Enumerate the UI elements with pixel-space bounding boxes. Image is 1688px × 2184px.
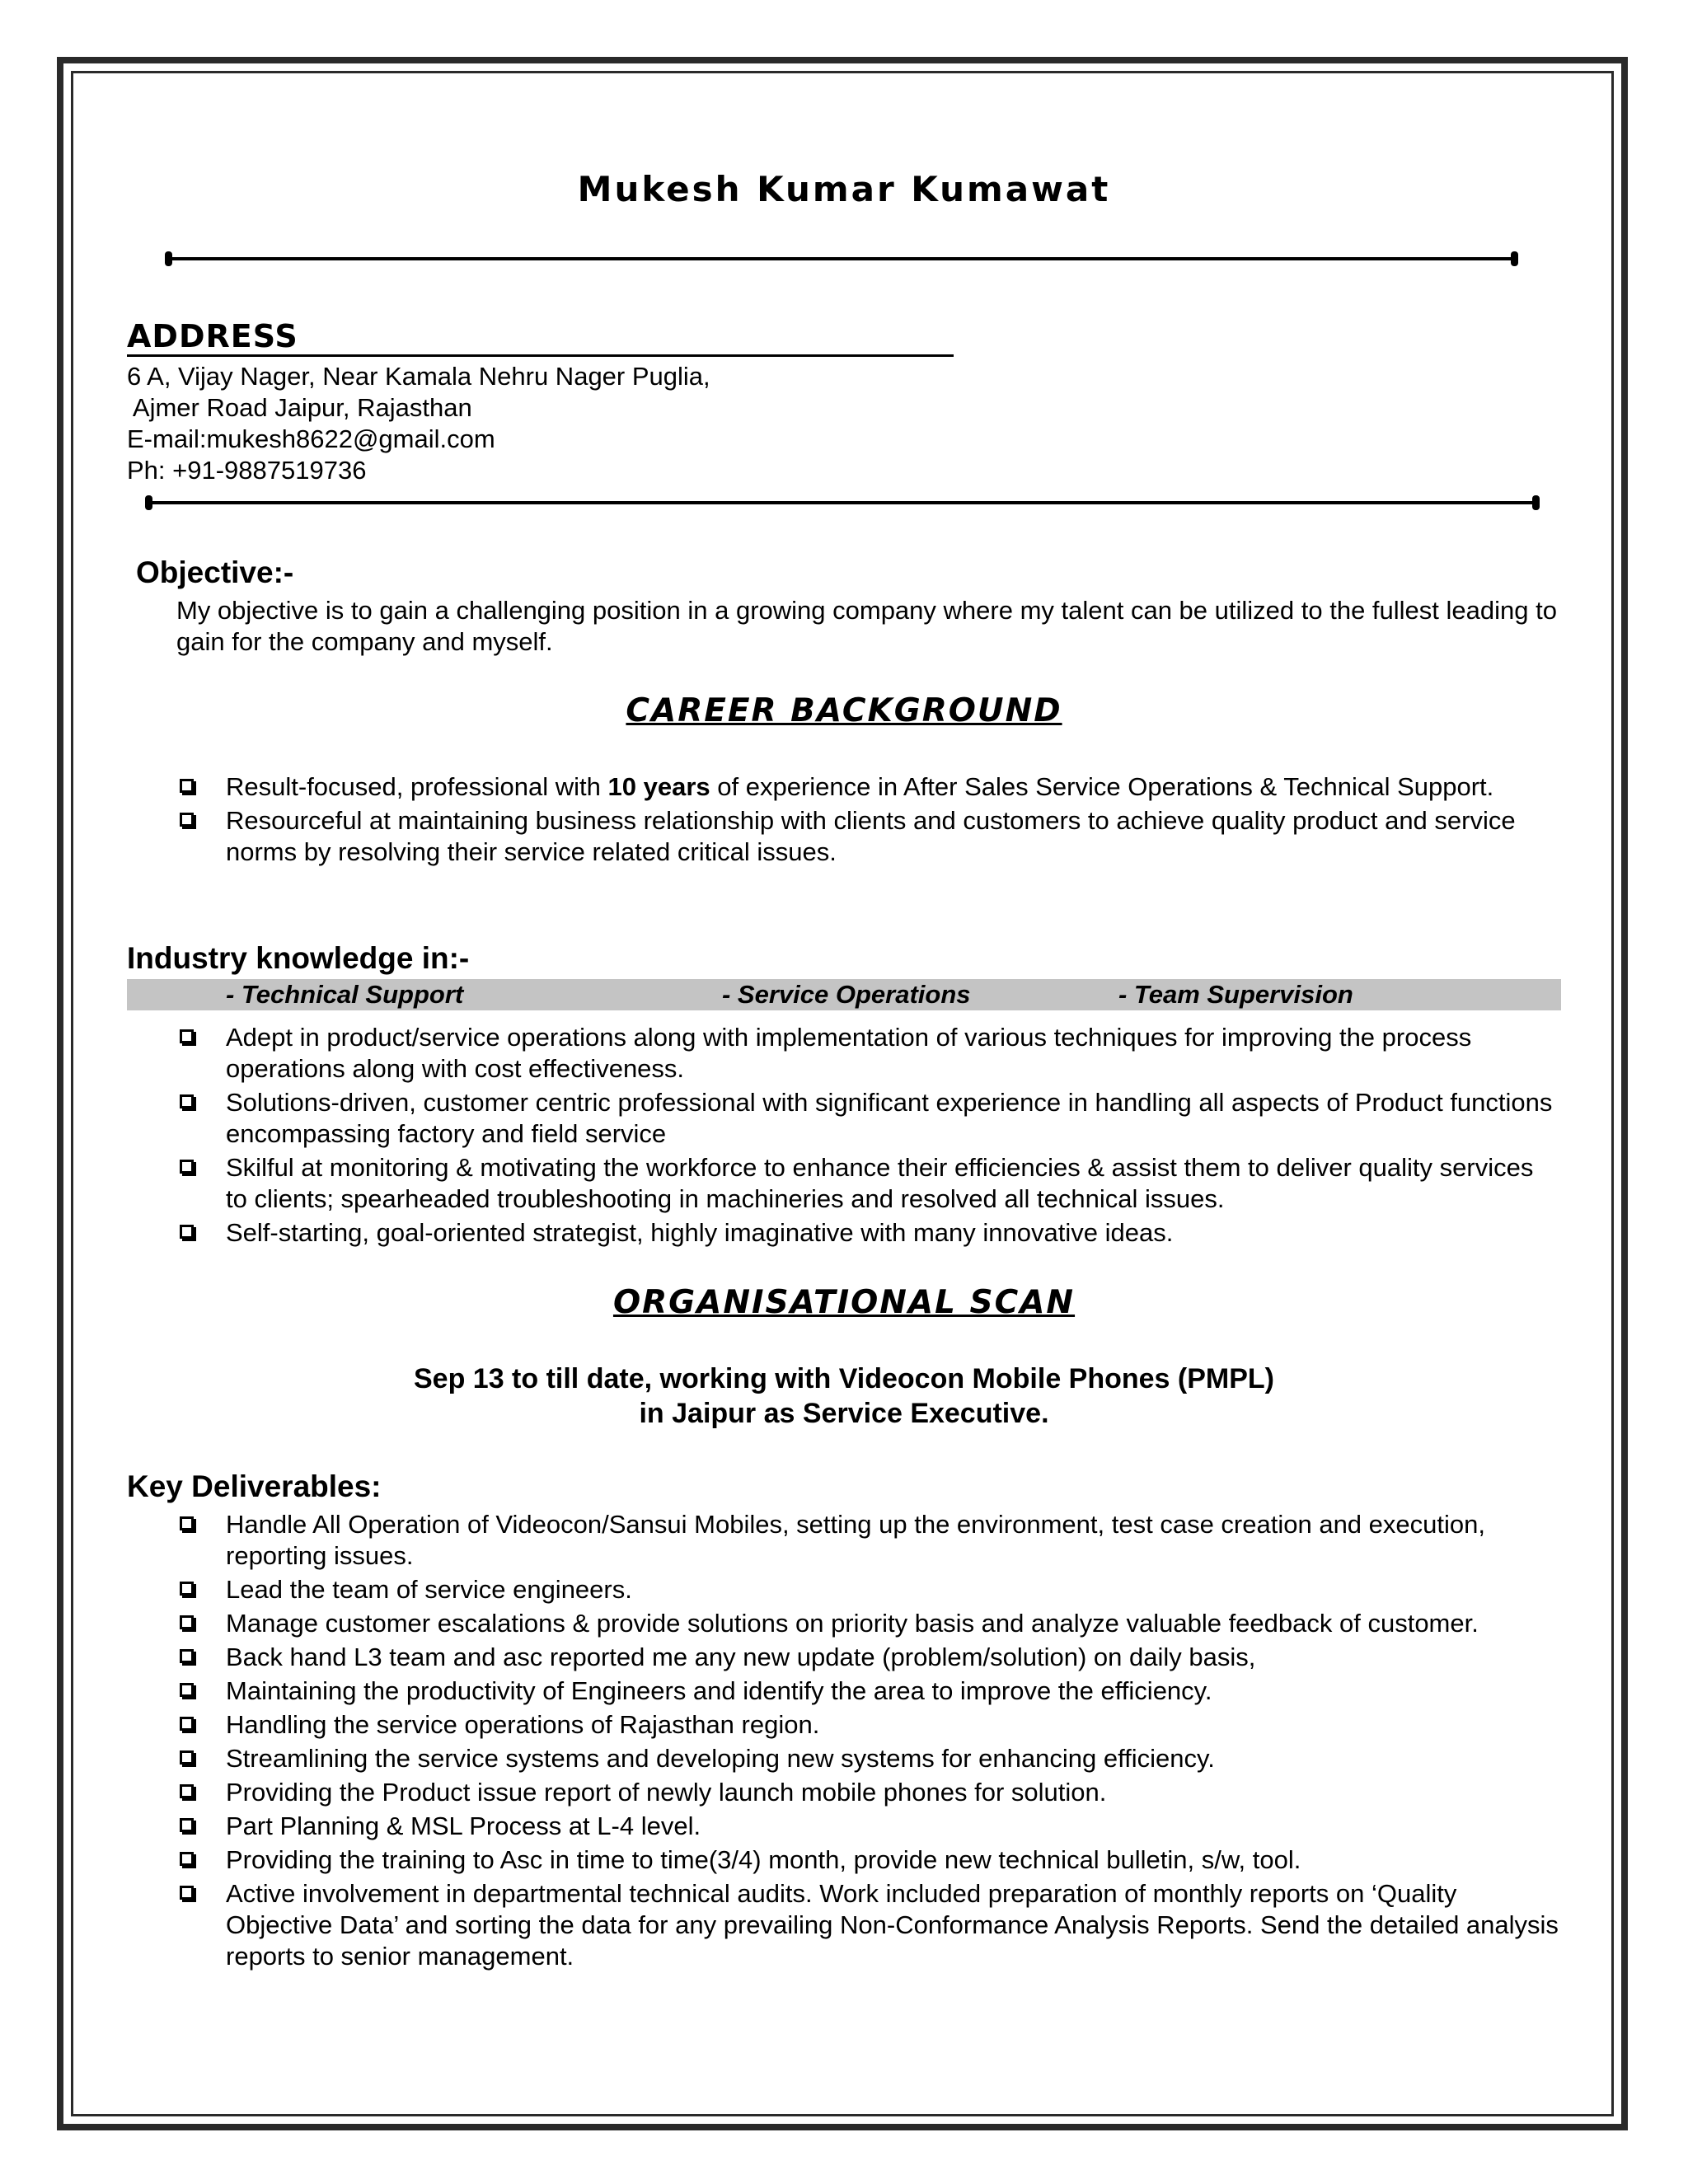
list-item: Streamlining the service systems and developing new systems for enhancing efficiency. (176, 1743, 1561, 1774)
list-item: Adept in product/service operations along with implementation of various techniques for improving the process operations along with cost effectiveness. (176, 1022, 1561, 1085)
list-item: Providing the training to Asc in time to time(3/4) month, provide new technical bulletin, s/w, tool. (176, 1844, 1561, 1876)
checkbox-bullet-icon (180, 1683, 194, 1697)
career-heading: CAREER BACKGROUND (626, 692, 1062, 729)
deliverables-list (176, 1509, 1561, 1975)
address-line-1: 6 A, Vijay Nager, Near Kamala Nehru Nager Puglia, (127, 362, 710, 391)
industry-skills-bar (127, 979, 1561, 1010)
checkbox-bullet-icon (180, 1029, 194, 1043)
checkbox-bullet-icon (180, 1852, 194, 1866)
career-bullet-2: Resourceful at maintaining business relationship with clients and customers to achieve quality product and service norms by resolving their service related critical issues. (176, 805, 1561, 868)
list-item: Providing the Product issue report of newly launch mobile phones for solution. (176, 1777, 1561, 1808)
phone-line: Ph: +91-9887519736 (127, 456, 367, 485)
checkbox-bullet-icon (180, 1225, 194, 1239)
objective-text: My objective is to gain a challenging position in a growing company where my talent can be utilized to the fullest leading to gain for the company and myself. (176, 596, 1557, 656)
industry-list (176, 1022, 1561, 1251)
checkbox-bullet-icon (180, 1649, 194, 1663)
list-item: Handling the service operations of Rajasthan region. (176, 1709, 1561, 1741)
industry-item-technical-support: - Technical Support (226, 980, 464, 1009)
career-list (176, 771, 1561, 870)
objective-heading: Objective:- (136, 555, 294, 589)
checkbox-bullet-icon (180, 1818, 194, 1832)
list-item: Part Planning & MSL Process at L-4 level. (176, 1811, 1561, 1842)
checkbox-bullet-icon (180, 1784, 194, 1798)
email-line: E-mail:mukesh8622@gmail.com (127, 424, 495, 453)
list-item: Solutions-driven, customer centric professional with significant experience in handling all aspects of Product functions encompassing factory and field service (176, 1087, 1561, 1150)
organisation-heading: ORGANISATIONAL SCAN (612, 1284, 1076, 1321)
list-item: Handle All Operation of Videocon/Sansui Mobiles, setting up the environment, test case creation and execution, reporting issues. (176, 1509, 1561, 1572)
checkbox-bullet-icon (180, 813, 194, 827)
industry-heading: Industry knowledge in:- (127, 941, 470, 975)
list-item: Active involvement in departmental technical audits. Work included preparation of monthly reports on ‘Quality Objective Data’ and sorting the data for any prevailing Non-Conformance Analysis Reports. Send the detailed analysis reports to senior management. (176, 1878, 1561, 1972)
job-title-line-1: Sep 13 to till date, working with Videocon Mobile Phones (PMPL) (413, 1363, 1275, 1394)
checkbox-bullet-icon (180, 1516, 194, 1530)
checkbox-bullet-icon (180, 1160, 194, 1174)
checkbox-bullet-icon (180, 1717, 194, 1731)
job-title-line-2: in Jaipur as Service Executive. (639, 1398, 1049, 1429)
experience-years: 10 years (607, 772, 710, 801)
list-item: Self-starting, goal-oriented strategist, highly imaginative with many innovative ideas. (176, 1217, 1561, 1249)
industry-item-service-operations: - Service Operations (722, 980, 971, 1009)
address-line-2: Ajmer Road Jaipur, Rajasthan (127, 393, 472, 422)
checkbox-bullet-icon (180, 1615, 194, 1629)
checkbox-bullet-icon (180, 1750, 194, 1765)
key-deliverables-heading: Key Deliverables: (127, 1469, 382, 1503)
industry-item-team-supervision: - Team Supervision (1118, 980, 1353, 1009)
list-item: Back hand L3 team and asc reported me any new update (problem/solution) on daily basis, (176, 1642, 1561, 1673)
candidate-name: Mukesh Kumar Kumawat (577, 169, 1111, 209)
checkbox-bullet-icon (180, 779, 194, 793)
list-item: Maintaining the productivity of Engineers and identify the area to improve the efficiency. (176, 1675, 1561, 1707)
list-item: Manage customer escalations & provide solutions on priority basis and analyze valuable feedback of customer. (176, 1608, 1561, 1639)
address-heading: ADDRESS (127, 318, 954, 357)
career-bullet-1: Result-focused, professional with 10 years of experience in After Sales Service Operations & Technical Support. (176, 771, 1561, 803)
divider-address (150, 501, 1535, 504)
checkbox-bullet-icon (180, 1886, 194, 1900)
list-item: Lead the team of service engineers. (176, 1574, 1561, 1605)
address-block (127, 361, 710, 486)
checkbox-bullet-icon (180, 1582, 194, 1596)
checkbox-bullet-icon (180, 1094, 194, 1108)
divider-top (170, 257, 1513, 260)
list-item: Skilful at monitoring & motivating the workforce to enhance their efficiencies & assist them to deliver quality services to clients; spearheaded troubleshooting in machineries and resolved all technical issues. (176, 1152, 1561, 1215)
